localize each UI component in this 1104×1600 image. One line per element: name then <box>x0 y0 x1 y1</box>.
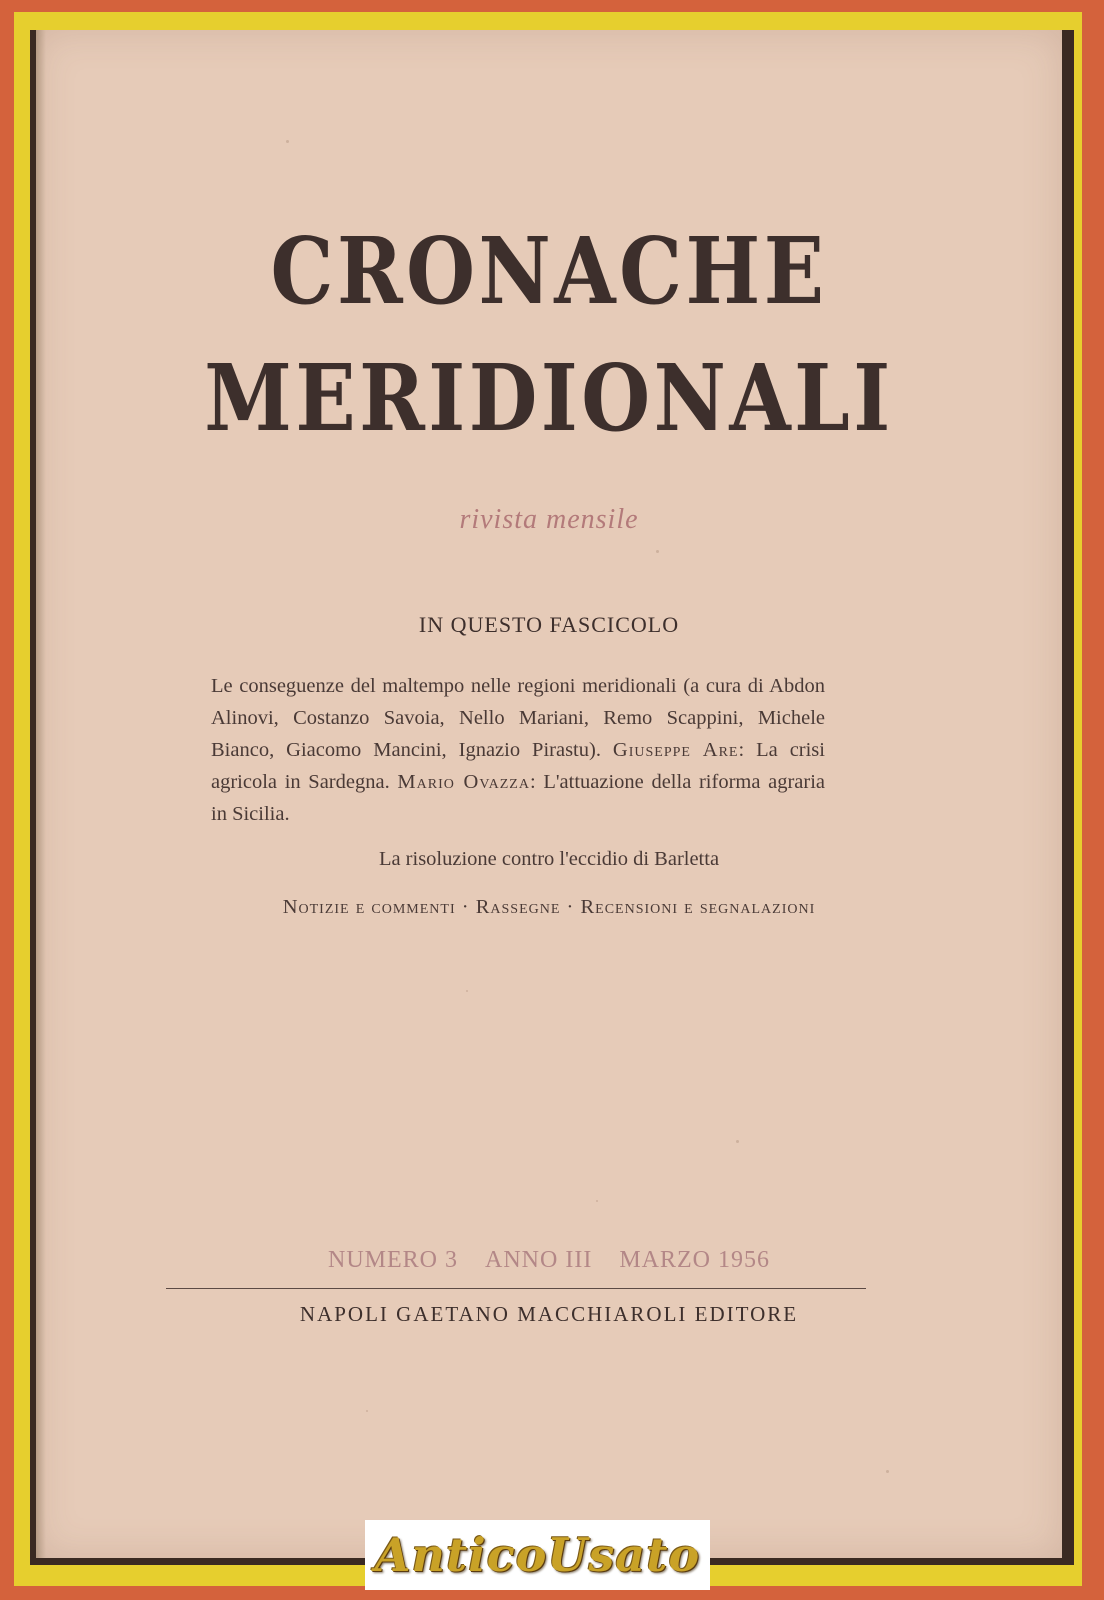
paper-speck <box>366 1410 368 1412</box>
paper-speck <box>656 550 659 553</box>
magazine-title-line-2: MERIDIONALI <box>204 344 894 452</box>
resolution-line: La risoluzione contro l'eccidio di Barletta <box>378 848 720 870</box>
rubrics-line: Notizie e commenti · Rassegne · Recensioni e segnalazioni <box>282 896 816 918</box>
paper-speck <box>286 140 289 143</box>
contents-heading: IN QUESTO FASCICOLO <box>418 612 680 637</box>
magazine-cover <box>36 30 1062 1558</box>
publisher-line: NAPOLI GAETANO MACCHIAROLI EDITORE <box>299 1302 799 1326</box>
contents-paragraph <box>211 670 825 830</box>
paper-speck <box>596 1200 598 1202</box>
contents-intro: Le conseguenze del maltempo nelle regioni meridionali (a cura di Abdon Alinovi, Costanzo Savoia, Nello Mariani, Remo Scappini, Michele Bianco, Giacomo Mancini, Ignazio Pirastu). <box>211 675 825 761</box>
paper-speck <box>466 990 468 992</box>
magazine-subtitle: rivista mensile <box>459 504 639 535</box>
issue-info <box>36 1247 1062 1274</box>
divider-rule <box>166 1288 866 1289</box>
contents-list <box>211 670 825 830</box>
article-riforma-agraria: : L'attuazione della riforma agraria in Sicilia. <box>211 771 826 825</box>
paper-speck <box>736 1140 739 1143</box>
article-crisi-agricola: : La crisi agricola in Sardegna. <box>211 739 825 793</box>
watermark-text: AnticoUsato <box>374 1528 701 1582</box>
issue-year: ANNO III <box>485 1247 593 1273</box>
author-giuseppe-are: Giuseppe Are <box>612 739 739 761</box>
magazine-title-line-1: CRONACHE <box>270 217 828 325</box>
watermark-badge <box>365 1520 710 1590</box>
issue-date: MARZO 1956 <box>619 1247 770 1273</box>
author-mario-ovazza: Mario Ovazza <box>397 771 530 793</box>
issue-number: NUMERO 3 <box>328 1247 459 1273</box>
spine-shadow <box>36 30 46 1558</box>
paper-speck <box>886 1470 889 1473</box>
